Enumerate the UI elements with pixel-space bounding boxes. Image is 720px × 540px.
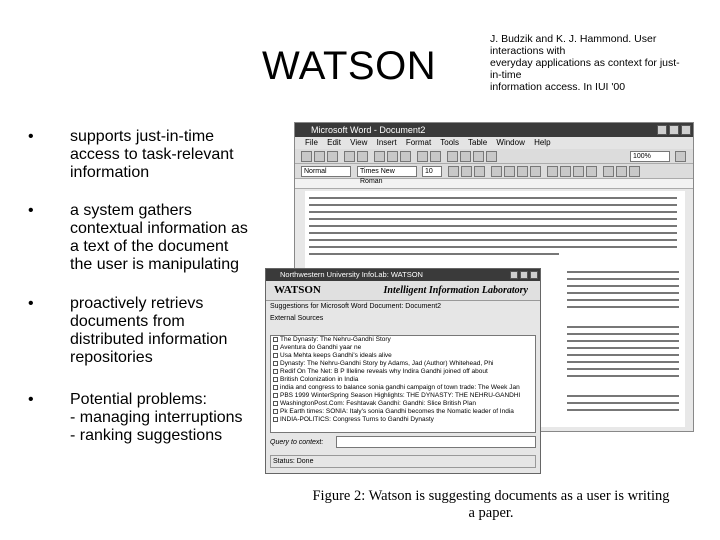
font-color-icon[interactable] — [629, 166, 640, 177]
list-item[interactable]: Usa Mehta keeps Gandhi's ideals alive — [271, 352, 535, 360]
document-icon — [273, 377, 278, 382]
document-icon — [273, 369, 278, 374]
bold-icon[interactable] — [448, 166, 459, 177]
document-icon — [273, 345, 278, 350]
bullet-symbol: • — [28, 202, 34, 219]
align-right-icon[interactable] — [517, 166, 528, 177]
watson-window — [265, 268, 541, 474]
menu-view[interactable]: View — [350, 138, 368, 147]
align-left-icon[interactable] — [491, 166, 502, 177]
bullet-line: - ranking suggestions — [70, 427, 223, 444]
slide-title: WATSON — [262, 44, 437, 88]
results-list[interactable] — [270, 335, 536, 433]
query-input[interactable] — [336, 436, 536, 448]
reference-line: everyday applications as context for just- — [490, 57, 680, 69]
reference-line: information access. In IUI '00 — [490, 81, 626, 93]
bullet-line: - managing interruptions — [70, 409, 243, 426]
bullet-line: a system gathers — [70, 202, 192, 219]
list-item[interactable]: PBS 1999 WinterSpring Season Highlights: THE DYNASTY: THE NEHRU-GANDHI — [271, 392, 535, 400]
undo-icon[interactable] — [417, 151, 428, 162]
bullet-line: proactively retrievs — [70, 295, 204, 312]
close-icon[interactable] — [681, 125, 691, 135]
figure-caption — [276, 488, 706, 522]
bullet-line: access to task-relevant — [70, 146, 234, 163]
bullet-line: distributed information — [70, 331, 228, 348]
watson-window-title: Northwestern University InfoLab: WATSON — [280, 270, 423, 279]
cut-icon[interactable] — [374, 151, 385, 162]
list-item[interactable]: india and congress to balance sonia gandhi campaign of town trade: The Week Jan — [271, 384, 535, 392]
lab-name: Intelligent Information Laboratory — [383, 285, 528, 296]
preview-icon[interactable] — [357, 151, 368, 162]
reference-line: interactions with — [490, 45, 566, 57]
bullet-line: contextual information as — [70, 220, 248, 237]
maximize-icon[interactable] — [669, 125, 679, 135]
menu-insert[interactable]: Insert — [376, 138, 397, 147]
indent-icon[interactable] — [573, 166, 584, 177]
bullet-line: Potential problems: — [70, 391, 207, 408]
font-size-select[interactable]: 10 — [422, 166, 442, 177]
outdent-icon[interactable] — [586, 166, 597, 177]
document-icon — [273, 401, 278, 406]
caption-line: Figure 2: Watson is suggesting documents as a user is writing — [312, 488, 670, 504]
menu-file[interactable]: File — [305, 138, 318, 147]
watson-logo: WATSON — [274, 284, 321, 296]
document-icon — [273, 417, 278, 422]
ruler[interactable] — [295, 179, 693, 189]
save-icon[interactable] — [327, 151, 338, 162]
bullet-line: a text of the document — [70, 238, 229, 255]
bullet-line: repositories — [70, 349, 153, 366]
document-icon — [273, 337, 278, 342]
redo-icon[interactable] — [430, 151, 441, 162]
list-item[interactable]: British Colonization in India — [271, 376, 535, 384]
formatting-toolbar — [295, 164, 693, 185]
list-item[interactable]: Aventura do Gandhi yaar ne — [271, 344, 535, 352]
menu-edit[interactable]: Edit — [327, 138, 341, 147]
border-icon[interactable] — [603, 166, 614, 177]
minimize-icon[interactable] — [657, 125, 667, 135]
document-icon — [273, 409, 278, 414]
menu-tools[interactable]: Tools — [440, 138, 459, 147]
print-icon[interactable] — [344, 151, 355, 162]
word-window — [270, 122, 694, 465]
bullet-line: the user is manipulating — [70, 256, 239, 273]
list-item[interactable]: The Dynasty: The Nehru-Gandhi Story — [271, 336, 535, 344]
open-icon[interactable] — [314, 151, 325, 162]
help-icon[interactable] — [675, 151, 686, 162]
menu-help[interactable]: Help — [534, 138, 551, 147]
bullets-icon[interactable] — [560, 166, 571, 177]
font-select[interactable]: Times New Roman — [357, 166, 417, 177]
list-item[interactable]: Pk Earth times: SONIA: Italy's sonia Gandhi becomes the Nomatic leader of India — [271, 408, 535, 416]
list-item[interactable]: WashingtonPost.Com: Feshtavak Gandhi: Gandhi: Slice British Plan — [271, 400, 535, 408]
status-bar: Status: Done — [270, 455, 536, 468]
query-label: Query to context: — [270, 439, 324, 446]
minimize-icon[interactable] — [510, 271, 518, 279]
drawing-icon[interactable] — [486, 151, 497, 162]
italic-icon[interactable] — [461, 166, 472, 177]
justify-icon[interactable] — [530, 166, 541, 177]
caption-line: a paper. — [468, 505, 514, 521]
highlight-icon[interactable] — [616, 166, 627, 177]
list-item[interactable]: Dynasty: The Nehru-Gandhi Story by Adams, Jad (Author) Whitehead, Phi — [271, 360, 535, 368]
close-icon[interactable] — [530, 271, 538, 279]
external-sources-label: External Sources — [270, 315, 324, 322]
bullet-symbol: • — [28, 391, 34, 408]
menu-window[interactable]: Window — [496, 138, 525, 147]
bullet-line: documents from — [70, 313, 185, 330]
underline-icon[interactable] — [474, 166, 485, 177]
bullet-symbol: • — [28, 128, 34, 145]
bullet-line: information — [70, 164, 150, 181]
document-icon — [273, 353, 278, 358]
list-item[interactable]: INDIA-POLITICS: Congress Turns to Gandhi Dynasty — [271, 416, 535, 424]
table-icon[interactable] — [460, 151, 471, 162]
align-center-icon[interactable] — [504, 166, 515, 177]
suggestions-label: Suggestions for Microsoft Word Document: Document2 — [270, 303, 442, 310]
maximize-icon[interactable] — [520, 271, 528, 279]
word-title-bar — [295, 123, 693, 137]
word-menu-bar — [295, 137, 693, 149]
paste-icon[interactable] — [400, 151, 411, 162]
zoom-select[interactable]: 100% — [630, 151, 670, 162]
watson-title-bar — [266, 269, 540, 281]
copy-icon[interactable] — [387, 151, 398, 162]
reference-citation — [490, 33, 695, 93]
standard-toolbar — [295, 149, 693, 164]
numbering-icon[interactable] — [547, 166, 558, 177]
hyperlink-icon[interactable] — [447, 151, 458, 162]
watson-banner — [266, 281, 540, 301]
reference-line: in-time — [490, 69, 522, 81]
reference-line: J. Budzik and K. J. Hammond. User — [490, 33, 657, 45]
menu-table[interactable]: Table — [468, 138, 488, 147]
document-icon — [273, 393, 278, 398]
bullet-line: supports just-in-time — [70, 128, 215, 145]
screenshot-figure — [270, 122, 694, 500]
columns-icon[interactable] — [473, 151, 484, 162]
document-icon — [273, 361, 278, 366]
word-window-title: Microsoft Word - Document2 — [311, 125, 426, 135]
menu-format[interactable]: Format — [405, 138, 432, 147]
list-item[interactable]: Redif On The Net: B P Illeline reveals why Indira Gandhi joined off about — [271, 368, 535, 376]
style-select[interactable]: Normal — [301, 166, 351, 177]
document-icon — [273, 385, 278, 390]
new-document-icon[interactable] — [301, 151, 312, 162]
bullet-symbol: • — [28, 295, 34, 312]
